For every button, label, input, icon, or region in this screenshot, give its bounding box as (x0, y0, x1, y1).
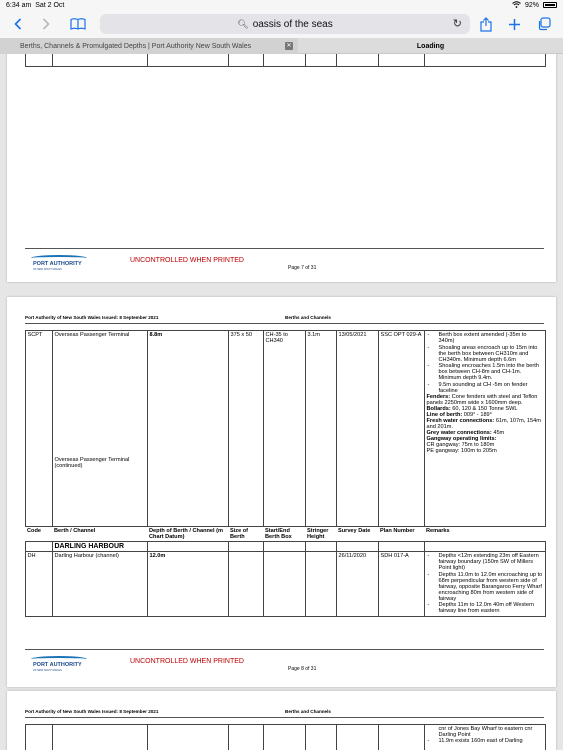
pdf-page-8 (7, 297, 556, 687)
cell-depth: 12.0m (148, 552, 229, 617)
berth-table-tail (25, 54, 546, 67)
table-row (26, 725, 546, 750)
close-icon[interactable]: ✕ (286, 43, 292, 49)
header-org: Port Authority of New South Wales Issued: 8 September 2021 (25, 709, 159, 714)
tab-label: Loading (416, 42, 445, 50)
page-number: Page 8 of 31 (288, 666, 317, 672)
list-item: - Shoaling encroaches 1.5m into the berth box between CH-8m and CH-1m. Minimum depth 9.4m. (427, 363, 544, 381)
page-footer (25, 248, 544, 278)
back-button[interactable] (8, 10, 28, 38)
table-row (26, 331, 546, 527)
cell-code: DH (26, 552, 53, 617)
cell-depth: 8.8m (148, 331, 229, 527)
cell-remarks: cnr of Jones Bay Wharf to eastern cnr Darling Point - 11.9m exists 160m east of Darling (425, 725, 546, 750)
tabs-icon (537, 17, 551, 31)
new-tab-button[interactable] (504, 10, 524, 38)
berth-table (25, 330, 546, 617)
col-berth: Berth / Channel (53, 527, 148, 542)
book-icon (70, 18, 86, 30)
forward-button[interactable] (36, 10, 56, 38)
col-depth: Depth of Berth / Channel (m Chart Datum) (148, 527, 229, 542)
col-berth-box: Start/End Berth Box (264, 527, 306, 542)
cell-stringer: 3.1m (306, 331, 337, 527)
cell-survey: 26/11/2020 (337, 552, 379, 617)
cell-size: 375 x 50 (229, 331, 264, 527)
status-date: Sat 2 Oct (35, 1, 65, 9)
wifi-icon (512, 1, 521, 10)
tab-bar (0, 38, 563, 54)
col-size: Size of Berth (229, 527, 264, 542)
page-footer (25, 649, 544, 679)
cell-remarks (425, 552, 546, 617)
list-item: - Berth box extent amended (-35m to 340m) (427, 332, 544, 344)
tab-loading[interactable] (298, 38, 563, 54)
address-text: oassis of the seas (252, 18, 333, 30)
battery-percent: 92% (524, 1, 539, 9)
browser-toolbar (0, 10, 563, 38)
cell-remarks: - Berth box extent amended (-35m to 340m) - Shoaling areas encroach up to 15m into the berth box between CH310m and CH340m. Minimum depth 6.6m - Shoaling encroaches 1.5m into the berth box between CH-8m and CH-1m. Minimum depth 9.4m. - 9.5m sounding at CH -5m on fender faceline Fenders: Cone fenders with steel and Teflon panels 2250mm wide x 1600mm deep. Bollards: 60, 120 & 150 Tonne SWL Line of berth: 009° - 189° Fresh water connections: 61m, 107m, 154m and 201m. Grey water connections: 45m Gangway operating limits: CR gangway: 75m to 180m PE gangway: 100m to 205m (425, 331, 546, 527)
col-plan: Plan Number (379, 527, 425, 542)
cell-code: SCPT (26, 331, 53, 527)
header-title: Berths and Channels (285, 315, 331, 320)
pdf-page-9 (7, 691, 556, 750)
page-number: Page 7 of 31 (288, 265, 317, 271)
uncontrolled-notice: UNCONTROLLED WHEN PRINTED (130, 658, 244, 665)
battery-icon (543, 2, 557, 8)
search-icon: 🔍︎ (237, 18, 249, 29)
pdf-viewer[interactable] (0, 54, 563, 750)
page-header (25, 315, 544, 324)
list-item: - Depths 11m to 12.0m 40m off Western fairway line from eastern (427, 602, 544, 614)
cell-plan: SDH 017-A (379, 552, 425, 617)
cell-berth-box: CH-35 to CH340 (264, 331, 306, 527)
page-header (25, 709, 544, 718)
status-bar (0, 0, 563, 10)
bookmarks-button[interactable] (66, 10, 90, 38)
berth-table (25, 724, 546, 750)
col-stringer: Stringer Height (306, 527, 337, 542)
reload-icon[interactable]: ↻ (452, 18, 462, 30)
cell-plan: SSC OPT 029-A (379, 331, 425, 527)
cell-survey: 13/05/2021 (337, 331, 379, 527)
header-title: Berths and Channels (285, 709, 331, 714)
pdf-page-7 (7, 54, 556, 282)
plus-icon (508, 18, 521, 31)
section-title: DARLING HARBOUR (53, 542, 148, 552)
tabs-overview-button[interactable] (534, 10, 554, 38)
status-time: 6:34 am (6, 1, 32, 9)
list-item: - 9.5m sounding at CH -5m on fender faceline (427, 382, 544, 394)
list-item: - 11.9m exists 160m east of Darling (427, 738, 544, 744)
chevron-right-icon (42, 18, 50, 30)
list-item: - Depths <12m extending 23m off Eastern fairway boundary (150m SW of Millers Point light) (427, 553, 544, 571)
col-code: Code (26, 527, 53, 542)
list-item: - Shoaling areas encroach up to 15m into the berth box between CH310m and CH340m. Minimum depth 6.6m (427, 345, 544, 363)
port-authority-logo: PORT AUTHORITY OF NEW SOUTH WALES (31, 255, 91, 273)
share-icon (480, 17, 492, 32)
list-item: - Depths 11.0m to 12.0m encroaching up to 68m perpendicular from western side of fairway, opposite Barangaroo Ferry Wharf encroaching 80m from western side of fairway (427, 572, 544, 602)
col-survey: Survey Date (337, 527, 379, 542)
address-bar[interactable] (100, 14, 470, 34)
cell-berth: Overseas Passenger Terminal Overseas Passenger Terminal (continued) (53, 331, 148, 527)
col-remarks: Remarks (425, 527, 546, 542)
table-header-row (26, 527, 546, 542)
header-org: Port Authority of New South Wales Issued: 8 September 2021 (25, 315, 159, 320)
uncontrolled-notice: UNCONTROLLED WHEN PRINTED (130, 257, 244, 264)
tab-berths-channels[interactable] (0, 38, 298, 54)
section-row (26, 542, 546, 552)
table-row (26, 552, 546, 617)
share-button[interactable] (476, 10, 496, 38)
tab-label: Berths, Channels & Promulgated Depths | Port Authority New South Wales (20, 42, 252, 50)
chevron-left-icon (14, 18, 22, 30)
port-authority-logo: PORT AUTHORITY OF NEW SOUTH WALES (31, 656, 91, 674)
cell-berth: Darling Harbour (channel) (53, 552, 148, 617)
